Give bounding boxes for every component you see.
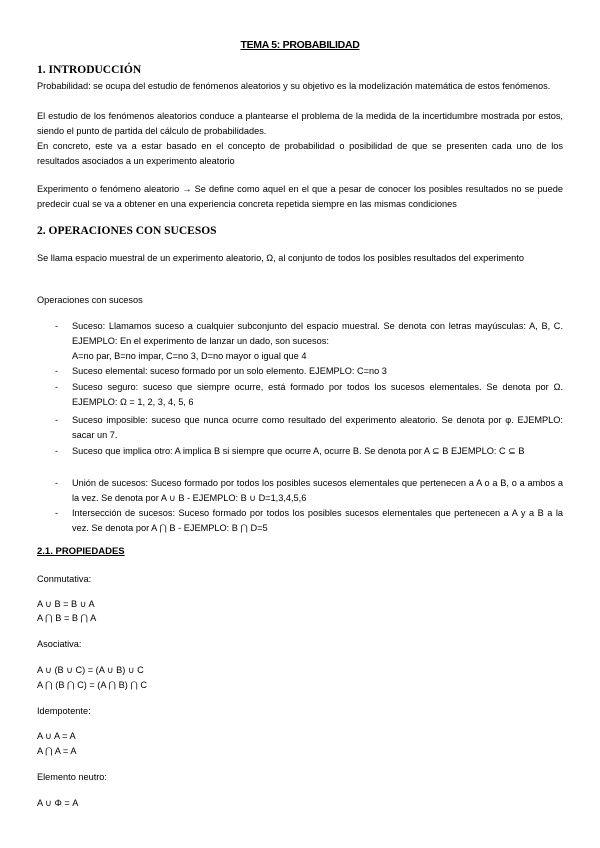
list-dash: - bbox=[55, 478, 59, 488]
property-formula: A ∪ (B ∪ C) = (A ∪ B) ∪ C bbox=[37, 665, 144, 675]
intro-paragraph-3: En concreto, este va a estar basado en el concepto de probabilidad o posibilidad de que se presenten cada uno de los resultados asociados a un experimento aleatorio bbox=[37, 141, 563, 166]
list-dash: - bbox=[55, 415, 59, 425]
list-dash: - bbox=[55, 508, 59, 518]
list-dash: - bbox=[55, 446, 59, 456]
list-item-interseccion: Intersección de sucesos: Suceso formado por todos los posibles sucesos elementales que pertenecen a A y a B a la vez. Se denota por A ⋂ B - EJEMPLO: B ⋂ D=5 bbox=[72, 508, 563, 533]
operaciones-paragraph-1: Se llama espacio muestral de un experimento aleatorio, Ω, al conjunto de todos los posibles resultados del experimento bbox=[37, 253, 524, 263]
list-item-suceso-elemental: Suceso elemental: suceso formado por un solo elemento. EJEMPLO: C=no 3 bbox=[72, 366, 387, 376]
property-formula: A ⋂ (B ⋂ C) = (A ⋂ B) ⋂ C bbox=[37, 680, 148, 690]
property-label-idempotente: Idempotente: bbox=[37, 706, 91, 716]
list-item-suceso-seguro: Suceso seguro: suceso que siempre ocurre, está formado por todos los sucesos elementales. Se denota por Ω. EJEMPLO: Ω = 1, 2, 3, 4, 5, 6 bbox=[72, 382, 563, 407]
section-heading-introduccion: 1. INTRODUCCIÓN bbox=[37, 64, 142, 76]
subsection-heading-propiedades: 2.1. PROPIEDADES bbox=[37, 546, 125, 557]
property-label-elemento-neutro: Elemento neutro: bbox=[37, 772, 107, 782]
list-dash: - bbox=[55, 366, 59, 376]
operaciones-paragraph-2: Operaciones con sucesos bbox=[37, 295, 143, 305]
list-item-suceso: Suceso: Llamamos suceso a cualquier subconjunto del espacio muestral. Se denota con letras mayúsculas: A, B, C. EJEMPLO: En el experimento de lanzar un dado, son sucesos: bbox=[72, 321, 563, 346]
intro-paragraph-1: Probabilidad: se ocupa del estudio de fenómenos aleatorios y su objetivo es la modelización matemática de estos fenómenos. bbox=[37, 81, 551, 91]
list-dash: - bbox=[55, 321, 59, 331]
property-formula: A ⋂ B = B ⋂ A bbox=[37, 613, 97, 623]
property-formula: A ∪ Φ = A bbox=[37, 798, 79, 808]
section-heading-operaciones: 2. OPERACIONES CON SUCESOS bbox=[37, 225, 217, 237]
intro-paragraph-2: El estudio de los fenómenos aleatorios conduce a plantearse el problema de la medida de la incertidumbre mostrada por estos, siendo el punto de partida del cálculo de probabilidades. bbox=[37, 111, 563, 136]
property-label-asociativa: Asociativa: bbox=[37, 639, 82, 649]
intro-paragraph-4: Experimento o fenómeno aleatorio → Se define como aquel en el que a pesar de conocer los posibles resultados no se puede predecir cual se va a obtener en una experiencia concreta repetida siempre en las mismas condiciones bbox=[37, 184, 563, 209]
list-item-union: Unión de sucesos: Suceso formado por todos los posibles sucesos elementales que pertenecen a A o a B, o a ambos a la vez. Se denota por A ∪ B - EJEMPLO: B ∪ D=1,3,4,5,6 bbox=[72, 478, 563, 503]
list-item-suceso-implica: Suceso que implica otro: A implica B si siempre que ocurre A, ocurre B. Se denota por A ⊆ B EJEMPLO: C ⊆ B bbox=[72, 446, 525, 456]
list-item-suceso-imposible: Suceso imposible: suceso que nunca ocurre como resultado del experimento aleatorio. Se denota por φ. EJEMPLO: sacar un 7. bbox=[72, 415, 563, 440]
property-formula: A ⋂ A = A bbox=[37, 746, 77, 756]
page-title: TEMA 5: PROBABILIDAD bbox=[240, 39, 360, 51]
list-dash: - bbox=[55, 382, 59, 392]
property-formula: A ∪ B = B ∪ A bbox=[37, 599, 95, 609]
list-item-suceso-examples: A=no par, B=no impar, C=no 3, D=no mayor o igual que 4 bbox=[72, 351, 307, 361]
property-formula: A ∪ A = A bbox=[37, 731, 76, 741]
property-label-conmutativa: Conmutativa: bbox=[37, 574, 92, 584]
